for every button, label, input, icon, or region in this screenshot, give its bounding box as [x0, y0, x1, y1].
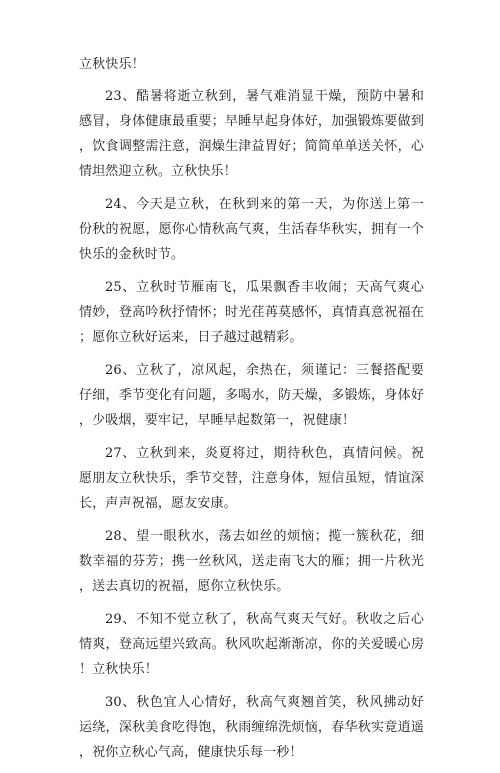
paragraph-item-24: 24、今天是立秋，在秋到来的第一天，为你送上第一份秋的祝愿，愿你心情秋高气爽，生活春华秋实，拥有一个快乐的金秋时节。: [79, 197, 424, 262]
paragraph-item-29: 29、不知不觉立秋了，秋高气爽天气好。秋收之后心情爽，登高远望兴致高。秋风吹起渐渐凉，你的关爱暖心房！立秋快乐！: [79, 612, 424, 677]
paragraph-item-30: 30、秋色宜人心情好，秋高气爽翘首笑，秋风拂动好运绕，深秋美食吃得饱，秋雨缠绵洗烦恼，春华秋实竟逍遥，祝你立秋心气高，健康快乐每一秒！: [79, 695, 424, 760]
document-body: [79, 52, 424, 773]
paragraph-item-26: 26、立秋了，凉风起，余热在，须谨记：三餐搭配要仔细，季节变化有问题，多喝水，防天燥，多锻炼，身体好，少吸烟，要牢记，早睡早起数第一，祝健康！: [79, 363, 424, 428]
paragraph-item-27: 27、立秋到来，炎夏将过，期待秋色，真情问候。祝愿朋友立秋快乐，季节交替，注意身体，短信虽短，情谊深长，声声祝福，愿友安康。: [79, 446, 424, 511]
paragraph-closing-line: 立秋快乐！: [79, 57, 145, 72]
paragraph-item-25: 25、立秋时节雁南飞，瓜果飘香丰收闹；天高气爽心情妙，登高吟秋抒情怀；时光荏苒莫感怀，真情真意祝福在；愿你立秋好运来，日子越过越精彩。: [79, 280, 424, 345]
paragraph-item-28: 28、望一眼秋水，荡去如丝的烦恼；揽一簇秋花，细数幸福的芬芳；携一丝秋风，送走南飞大的雁；拥一片秋光，送去真切的祝福，愿你立秋快乐。: [79, 529, 424, 594]
paragraph-item-23: 23、酷暑将逝立秋到，暑气难消显干燥，预防中暑和感冒，身体健康最重要；早睡早起身体好，加强锻炼要做到，饮食调整需注意，润燥生津益胃好；简简单单送关怀，心情坦然迎立秋。立秋快乐！: [79, 89, 424, 179]
